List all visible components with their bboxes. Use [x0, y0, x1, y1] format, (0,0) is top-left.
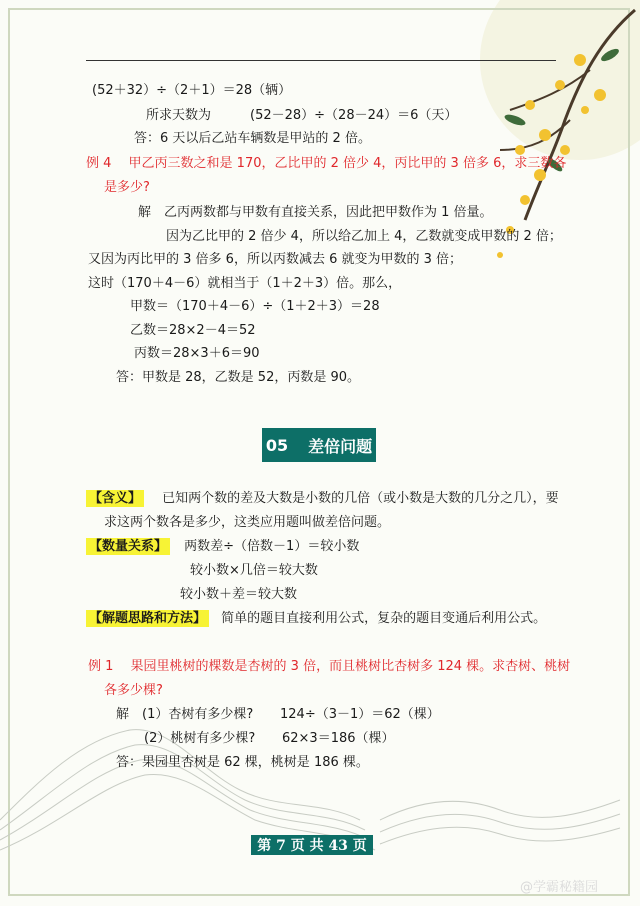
method-line [86, 610, 546, 628]
relation-line [86, 538, 359, 556]
text-line: 因为乙比甲的 2 倍少 4，所以给乙加上 4，乙数就变成甲数的 2 倍； [166, 229, 562, 244]
meaning-tag: 【含义】 [86, 490, 144, 507]
text-line: (52＋32）÷（2＋1）＝28（辆） [92, 83, 292, 98]
text-line: 答：6 天以后乙站车辆数是甲站的 2 倍。 [134, 131, 371, 146]
example-1-answer: 答：果园里杏树是 62 棵，桃树是 186 棵。 [116, 755, 369, 770]
example-1-question-cont: 各多少棵? [104, 683, 163, 698]
relation-formula-2: 较小数×几倍＝较大数 [190, 563, 318, 578]
watermark: @学霸秘籍园 [520, 880, 599, 895]
relation-formula-1: 两数差÷（倍数－1）＝较小数 [184, 539, 360, 554]
example-4-question: 例 4 甲乙丙三数之和是 170，乙比甲的 2 倍少 4，丙比甲的 3 倍多 6，求三数各 [86, 156, 567, 171]
text-line: 这时（170＋4－6）就相当于（1＋2＋3）倍。那么， [88, 276, 402, 291]
text-line: 丙数＝28×3＋6＝90 [134, 346, 260, 361]
method-tag: 【解题思路和方法】 [86, 610, 209, 627]
solution-step-1-label: 解 (1）杏树有多少棵? [116, 707, 254, 722]
method-text: 简单的题目直接利用公式，复杂的题目变通后利用公式。 [221, 611, 547, 626]
text-line: 所求天数为 (52－28）÷（28－24）＝6（天） [146, 108, 458, 123]
solution-step-2-label: (2）桃树有多少棵? [144, 731, 256, 746]
relation-tag: 【数量关系】 [86, 538, 170, 555]
meaning-text: 已知两个数的差及大数是小数的几倍（或小数是大数的几分之几），要 [162, 491, 559, 506]
flower-branch-decoration [470, 0, 640, 300]
meaning-text-cont: 求这两个数各是多少，这类应用题叫做差倍问题。 [104, 515, 391, 530]
example-1-question: 例 1 果园里桃树的棵数是杏树的 3 倍，而且桃树比杏树多 124 棵。求杏树、桃树 [88, 659, 571, 674]
page-number: 第 7 页 共 43 页 [251, 835, 373, 855]
section-title: 差倍问题 [308, 436, 373, 456]
top-rule [86, 60, 556, 61]
text-line: 解 乙丙两数都与甲数有直接关系，因此把甲数作为 1 倍量。 [138, 205, 493, 220]
solution-step-1-value: 124÷（3－1）＝62（棵） [280, 707, 440, 722]
text-line: 甲数＝（170＋4－6）÷（1＋2＋3）＝28 [130, 299, 380, 314]
text-line: 又因为丙比甲的 3 倍多 6，所以丙数减去 6 就变为甲数的 3 倍； [88, 252, 463, 267]
relation-formula-3: 较小数＋差＝较大数 [180, 587, 298, 602]
section-number: 05 [265, 435, 289, 455]
text-line: 乙数＝28×2－4＝52 [130, 323, 256, 338]
example-4-question-cont: 是多少? [104, 180, 150, 195]
solution-step-2-value: 62×3＝186（棵） [282, 731, 395, 746]
answer-line: 答：甲数是 28，乙数是 52，丙数是 90。 [116, 370, 361, 385]
meaning-line [86, 490, 559, 508]
section-heading [262, 428, 376, 462]
